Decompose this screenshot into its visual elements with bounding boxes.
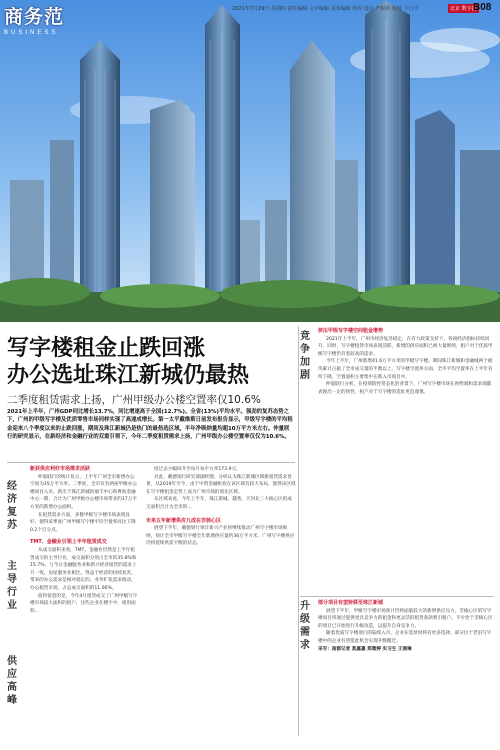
headline-subtitle: 二季度租赁需求上扬，广州甲级办公楼空置率仅10.6% [7,394,261,406]
paragraph: 2021年上半年，广州市经济复苏稳定，在有力政策支持下，各项经济指标持续回升。同时，写字楼租赁市场表现活跃，新增的供应面积已被大量吸纳，租户对于优质甲级写字楼仍有着较高的需求。 [318,336,493,357]
middle-column [146,466,296,548]
column-divider [298,326,299,736]
headline-line-1: 写字楼租金止跌回涨 [7,336,206,361]
brand-name-cn: 商务范 [4,6,65,28]
masthead [0,0,500,36]
page-number: B08 [473,2,492,13]
section-tag-tmt: 主导行业 [7,561,17,611]
headline-line-2: 办公选址珠江新城仍最热 [7,363,250,388]
divider [7,462,295,463]
byline: 采写：南都记者 莫嘉嘉 郑雅婷 实习生 王丽琳 [318,646,412,652]
section-subhead: 未来五年新增供应九成在非核心区 [146,517,222,524]
section-subhead: 部分项目有望转移至珠江新城 [318,600,384,606]
divider [300,596,494,597]
section-subhead: TMT、金融业引领上半年租赁成交 [30,539,107,546]
issue-meta: 2021年7月29日 星期四 责任编辑 文字编辑 美术编辑 校对 设计 产权单 校对 丰日平 [232,6,419,12]
right-column [318,328,494,396]
brand-name-en: BUSINESS [4,30,59,36]
paragraph: 随着优质写字楼项目的陆续入市，企业在选址时将有更多选择。部分位于老旧写字楼中的企业有望借此机会实现升级搬迁。 [318,631,492,644]
edition-badge: 北京 数字报 [450,6,477,12]
lead-paragraph: 2021年上半年，广州GDP同比增长13.7%，同比增速高于全国(12.7%)。全省(13%)平均水平。强劲的复苏态势之下，广州的甲级写字楼及优质零售市场同样实现了高速成增长。第一太平戴维斯日前发布报告显示，甲级写字楼的平均租金迎来八个季度以来的止跌回涨，期间及珠江新城仍是热门的最热选区域，半年净吸纳量均超10万平方米左右。仲量联行的研究显示，在新经济和金融行业的双重引领下，今年二季度租赁需求上扬，广州甲级办公楼空置率仅仅为10.6%。 [7,409,293,441]
paragraph: 展望下半年，甲级写字楼市场预计仍将面临较大的新增供应压力，非核心区的写字楼项目将通过提供更具竞争力的租金和更灵活的租赁条款吸引租户。不少处于非核心区的项目已开始进行升级改造，以提升自身竞争力。 [318,608,493,629]
left-column [30,466,138,615]
right-column-lower [318,600,494,653]
article-headline [7,335,297,407]
paragraph: 从成交面积来看，TMT、金融业仍然是上半年租赁成交的主导行业，成交面积分别占全市的35.8%和15.7%，与今日金融服务业和新兴经济租赁的需求上升一致。房屋服务业相比，得益于经济的持续复苏，带来的办公需求是相对稳定的。业务扩张需求推动，办公租赁市场，占总成交面积的11.06%。 [30,547,137,591]
section-tag-competition: 竞争加剧 [300,331,310,381]
section-subhead: 挤压甲级写字楼空间租金增势 [318,328,384,334]
paragraph: 值得留意的是，今年4月租赁成交了广州甲级写字楼市场较大面积的租户，这些企业在楼宇中，租用面积... [30,593,138,614]
section-tag-supply: 供应高峰 [7,656,17,706]
section-tag-upgrade: 升级需求 [300,601,310,651]
paragraph: 对此，戴德梁行研究部副经理，分析认为珠江新城区域新租赁需求显著，从2019年至今，由于中资金融机构在该区域有较大布局，使得该区域在写字楼租金走势上成为广州市场的领先区域。 [146,474,296,495]
section-subhead: 新获供应利好市场需求活跃 [30,466,91,472]
paragraph: 展望下半年，戴德梁行预计新兴产业将继续推动广州写字楼市场吸纳，预计全市甲级写字楼全年新增供应量约36万平方米，广州写字楼供应仍将延续供需平衡的状态。 [146,526,295,547]
paragraph: 度过去小幅回升至每月每平方米173.9元。 [154,467,241,472]
paragraph: 仲量联行分析，在疫情防控常态化的背景下，广州写字楼市场在供给端和需求端都表现出一定的韧性，租户对于写字楼的选址更趋谨慎。 [318,382,492,395]
paragraph: 仲量联行的统计显示，上半年广州全市新增办公空间为35万平方米。二季度，全市仅有两座甲级办公楼项目入市，新出于珠江新城的丽丰中心和粤海金融中心一期，合计为广州甲级办公楼市场带来约17万平方米的新增办公面积。 [30,474,137,510]
paragraph: 在租赁需求方面，多数甲级写字楼市场表现良好，使得该季度广州甲级写字楼平均空置率环比下降0.2个百分点。 [30,512,136,533]
paragraph: 从区域来看，今年上半年，珠江新城、越秀、天河北三大核心区的成交面积合计为全市的... [146,497,292,510]
paragraph: 今年上半年，广州新增41.6万平方米的甲级写字楼。期间珠江新城和金融城两个板块累计占据了全市成交量的半数以上。写字楼空置率方面，全市平均空置率在上半年有所下降，空置面积主要集中在新入市项目中。 [318,359,493,380]
brand-logo [4,2,64,42]
section-tag-economy: 经济复苏 [7,481,17,531]
city-skyline-photo [0,0,500,322]
